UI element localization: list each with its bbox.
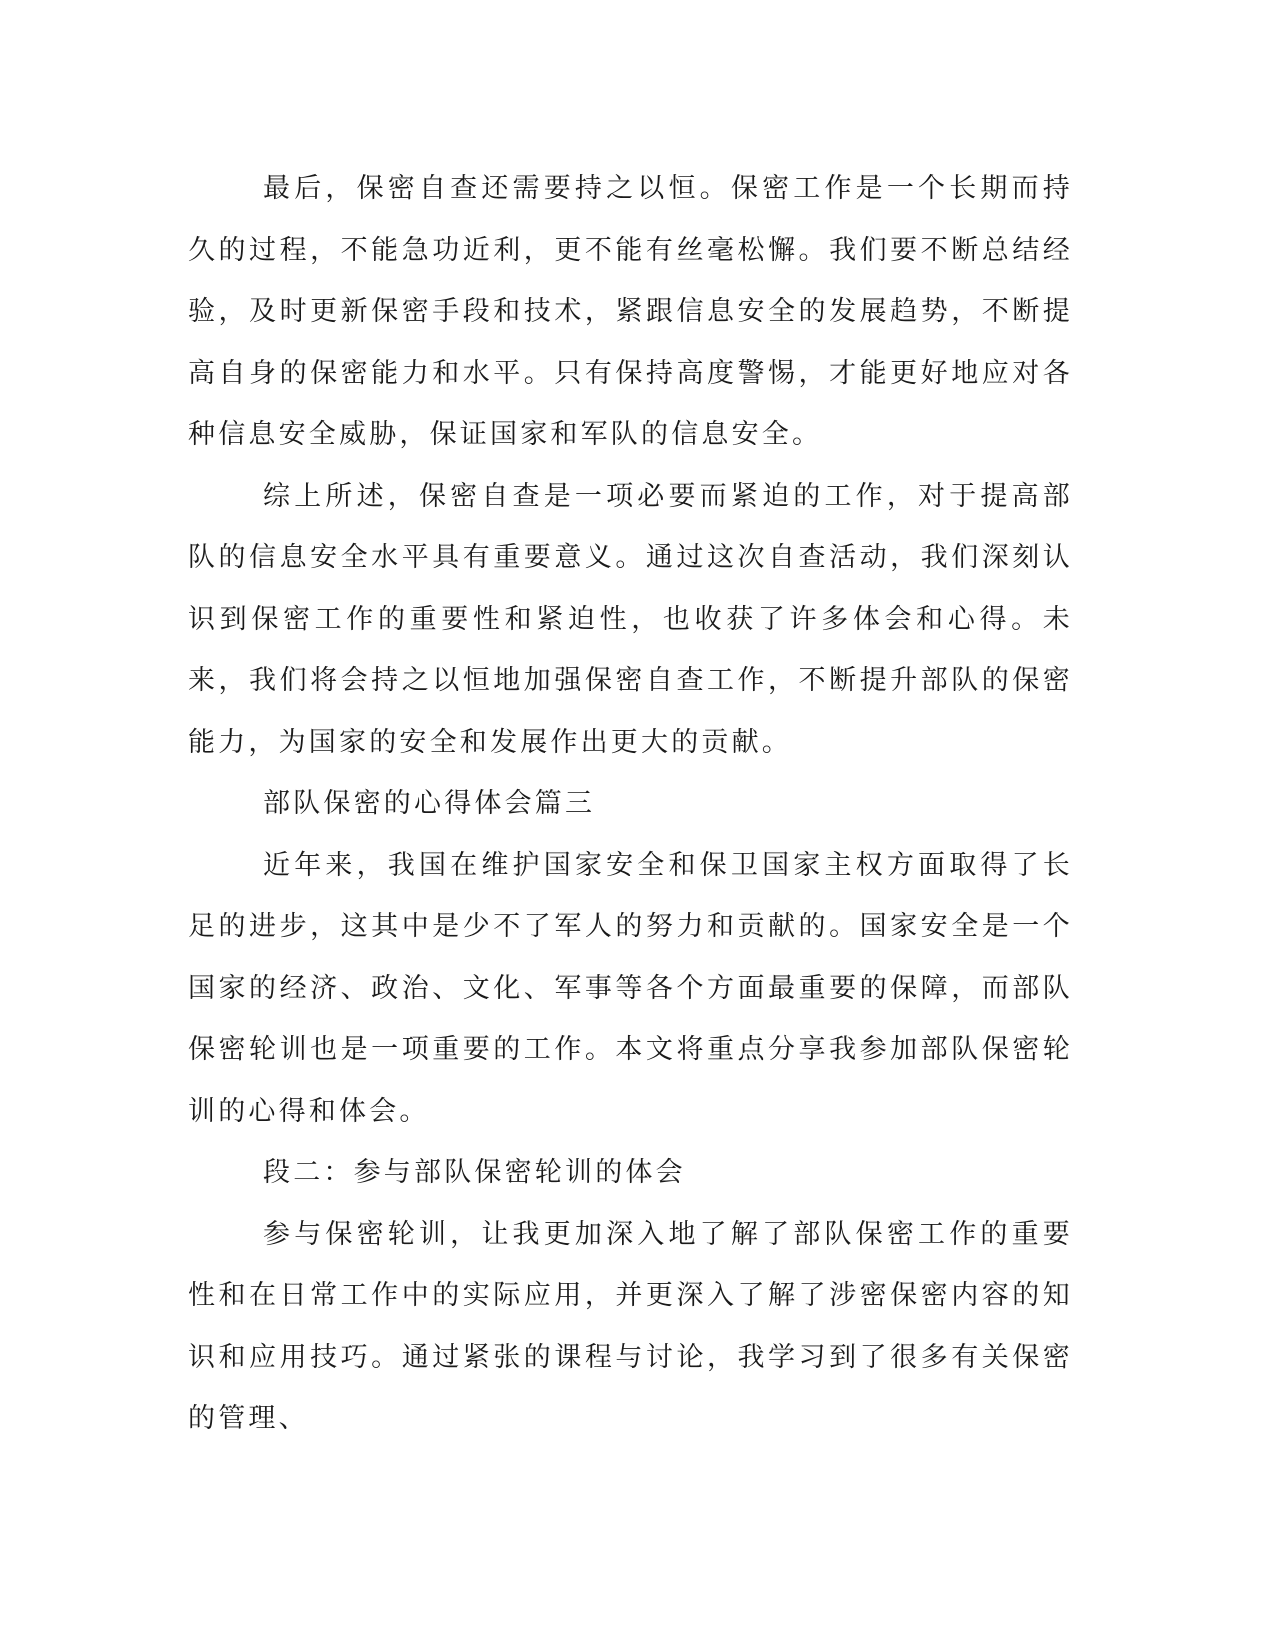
section-heading-part-three: 部队保密的心得体会篇三	[263, 788, 596, 819]
paragraph-perseverance: 最后，保密自查还需要持之以恒。保密工作是一个长期而持久的过程，不能急功近利，更不能有丝毫松懈。我们要不断总结经验，及时更新保密手段和技术，紧跟信息安全的发展趋势，不断提高自身的保密能力和水平。只有保持高度警惕，才能更好地应对各种信息安全威胁，保证国家和军队的信息安全。	[188, 173, 1073, 450]
paragraph-introduction: 近年来，我国在维护国家安全和保卫国家主权方面取得了长足的进步，这其中是少不了军人的努力和贡献的。国家安全是一个国家的经济、政治、文化、军事等各个方面最重要的保障，而部队保密轮训也是一项重要的工作。本文将重点分享我参加部队保密轮训的心得和体会。	[188, 849, 1073, 1127]
section-heading-section-two: 段二：参与部队保密轮训的体会	[263, 1157, 686, 1188]
document-body	[188, 158, 1073, 1450]
paragraph-summary: 综上所述，保密自查是一项必要而紧迫的工作，对于提高部队的信息安全水平具有重要意义。通过这次自查活动，我们深刻认识到保密工作的重要性和紧迫性，也收获了许多体会和心得。未来，我们将会持之以恒地加强保密自查工作，不断提升部队的保密能力，为国家的安全和发展作出更大的贡献。	[188, 480, 1073, 758]
paragraph-training-experience: 参与保密轮训，让我更加深入地了解了部队保密工作的重要性和在日常工作中的实际应用，并更深入了解了涉密保密内容的知识和应用技巧。通过紧张的课程与讨论，我学习到了很多有关保密的管理、	[188, 1218, 1073, 1434]
